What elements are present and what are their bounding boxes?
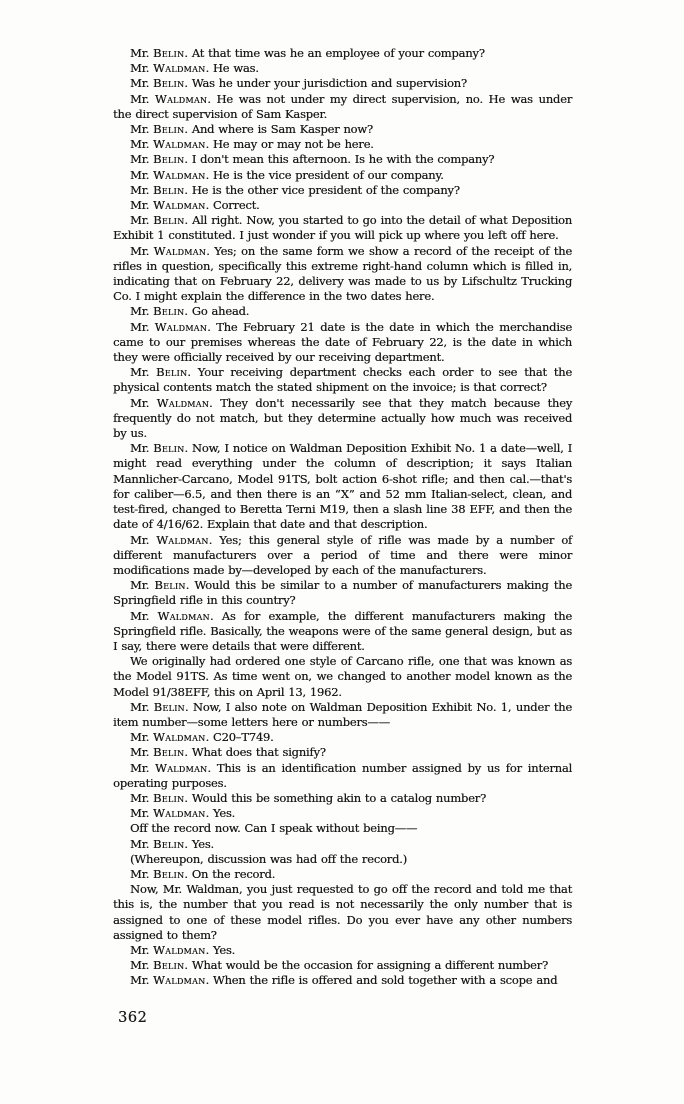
speaker-name: Waldman (153, 942, 206, 957)
speaker-name: Waldman (153, 973, 206, 988)
transcript-paragraph: Mr. Belin. Would this be something akin to a catalog number? (130, 790, 486, 805)
transcript-paragraph: Mr. Belin. What would be the occasion for assigning a different number? (130, 958, 548, 973)
transcript-paragraph: Mr. Belin. He is the other vice president of the company? (130, 182, 460, 197)
speaker-name: Waldman (153, 198, 206, 213)
speaker-name: Waldman (156, 395, 210, 410)
transcript-paragraph: Mr. Waldman. He was not under my direct supervision, no. He was under the direct supervision of Sam Kasper. (113, 91, 572, 121)
transcript-paragraph: Mr. Belin. At that time was he an employee of your company? (130, 46, 485, 60)
transcript-paragraph: Mr. Belin. And where is Sam Kasper now? (130, 122, 373, 137)
transcript-paragraph: Mr. Belin. Now, I notice on Waldman Deposition Exhibit No. 1 a date—well, I might read everything under the column of description; it says Italian Mannlicher-Carcano, Model 91TS, bolt action 6-shot rifle; and then cal.—that's for caliber—6.5, and then there is an “X” and 52 mm Italian-select, clean, and test-fired, changed to Beretta Terni M19, then a slash line 38 EFF, and then the date of 4/16/62. Explain that date and that description. (113, 441, 572, 532)
transcript-paragraph: Off the record now. Can I speak without being—— (130, 821, 418, 836)
transcript-paragraph: Now, Mr. Waldman, you just requested to go off the record and told me that this is, the number that you read is not necessarily the only number that is assigned to one of these model rifles. Do you ever have any other numbers assigned to them? (113, 882, 572, 942)
speaker-name: Belin (153, 182, 185, 197)
transcript-paragraph: Mr. Waldman. C20–T749. (130, 730, 274, 745)
speaker-name: Belin (153, 122, 185, 137)
speaker-name: Belin (153, 699, 185, 714)
page-number: 362 (118, 1010, 148, 1026)
transcript-paragraph: Mr. Belin. Yes. (130, 836, 214, 851)
speaker-name: Belin (153, 213, 185, 228)
speaker-name: Belin (153, 790, 185, 805)
transcript-paragraph: Mr. Waldman. They don't necessarily see that they match because they frequently do not match, but they determine actually how much was received by us. (113, 395, 572, 441)
transcript-paragraph: Mr. Belin. What does that signify? (130, 745, 326, 760)
transcript-paragraph: Mr. Waldman. As for example, the different manufacturers making the Springfield rifle. Basically, the weapons were of the same general design, but as I say, there were details that were different. (113, 608, 572, 653)
speaker-name: Waldman (153, 730, 206, 745)
speaker-name: Belin (153, 152, 185, 167)
transcript-paragraph: Mr. Belin. Your receiving department checks each order to see that the physical contents match the stated shipment on the invoice; is that correct? (113, 365, 572, 395)
transcript-body (113, 46, 572, 989)
transcript-paragraph: Mr. Waldman. He was. (130, 61, 259, 76)
transcript-paragraph: Mr. Belin. All right. Now, you started to go into the detail of what Deposition Exhibit 1 constituted. I just wonder if you will pick up where you left off here. (113, 213, 572, 243)
transcript-paragraph: Mr. Belin. Was he under your jurisdiction and supervision? (130, 76, 467, 91)
speaker-name: Belin (153, 46, 185, 60)
speaker-name: Waldman (154, 760, 208, 775)
transcript-paragraph: Mr. Waldman. Yes; this general style of rifle was made by a number of different manufacturers over a period of time and there were minor modifications made by—developed by each of the manufacturers. (113, 532, 572, 577)
speaker-name: Waldman (153, 137, 206, 152)
speaker-name: Belin (153, 441, 185, 456)
speaker-name: Belin (156, 365, 188, 380)
transcript-paragraph: Mr. Waldman. This is an identification number assigned by us for internal operating purposes. (113, 760, 572, 790)
transcript-paragraph: Mr. Waldman. He may or may not be here. (130, 137, 374, 152)
transcript-paragraph: We originally had ordered one style of Carcano rifle, one that was known as the Model 91TS. As time went on, we changed to another model known as the Model 91/38EFF, this on April 13, 1962. (113, 654, 572, 699)
transcript-paragraph: Mr. Waldman. When the rifle is offered and sold together with a scope and (130, 973, 558, 988)
speaker-name: Waldman (157, 608, 210, 623)
speaker-name: Belin (153, 866, 185, 881)
transcript-paragraph: Mr. Belin. Now, I also note on Waldman Deposition Exhibit No. 1, under the item number—some letters here or numbers—— (113, 699, 572, 729)
transcript-paragraph: Mr. Waldman. Correct. (130, 198, 260, 213)
transcript-paragraph: Mr. Belin. Would this be similar to a number of manufacturers making the Springfield rifle in this country? (113, 578, 572, 608)
speaker-name: Belin (153, 76, 185, 91)
transcript-paragraph: Mr. Waldman. Yes. (130, 806, 236, 821)
speaker-name: Waldman (153, 806, 206, 821)
speaker-name: Belin (154, 578, 186, 593)
speaker-name: Belin (153, 836, 185, 851)
transcript-paragraph: Mr. Belin. I don't mean this afternoon. Is he with the company? (130, 152, 495, 167)
transcript-paragraph: (Whereupon, discussion was had off the record.) (130, 851, 407, 866)
speaker-name: Waldman (153, 243, 207, 258)
transcript-paragraph: Mr. Waldman. Yes. (130, 942, 236, 957)
speaker-name: Waldman (154, 319, 208, 334)
transcript-paragraph: Mr. Belin. On the record. (130, 866, 276, 881)
speaker-name: Waldman (153, 61, 206, 76)
speaker-name: Waldman (156, 532, 209, 547)
transcript-paragraph: Mr. Waldman. Yes; on the same form we show a record of the receipt of the rifles in question, specifically this extreme right-hand column which is filled in, indicating that on February 22, delivery was made to us by Lifschultz Trucking Co. I might explain the difference in the two dates here. (113, 243, 572, 304)
speaker-name: Waldman (153, 167, 206, 182)
speaker-name: Waldman (154, 91, 208, 106)
transcript-paragraph: Mr. Waldman. The February 21 date is the date in which the merchandise came to our premises whereas the date of February 22, is the date in which they were officially received by our receiving department. (113, 319, 572, 365)
speaker-name: Belin (153, 745, 185, 760)
speaker-name: Belin (153, 304, 185, 319)
transcript-paragraph: Mr. Belin. Go ahead. (130, 304, 250, 319)
speaker-name: Belin (153, 958, 185, 973)
transcript-paragraph: Mr. Waldman. He is the vice president of our company. (130, 167, 444, 182)
